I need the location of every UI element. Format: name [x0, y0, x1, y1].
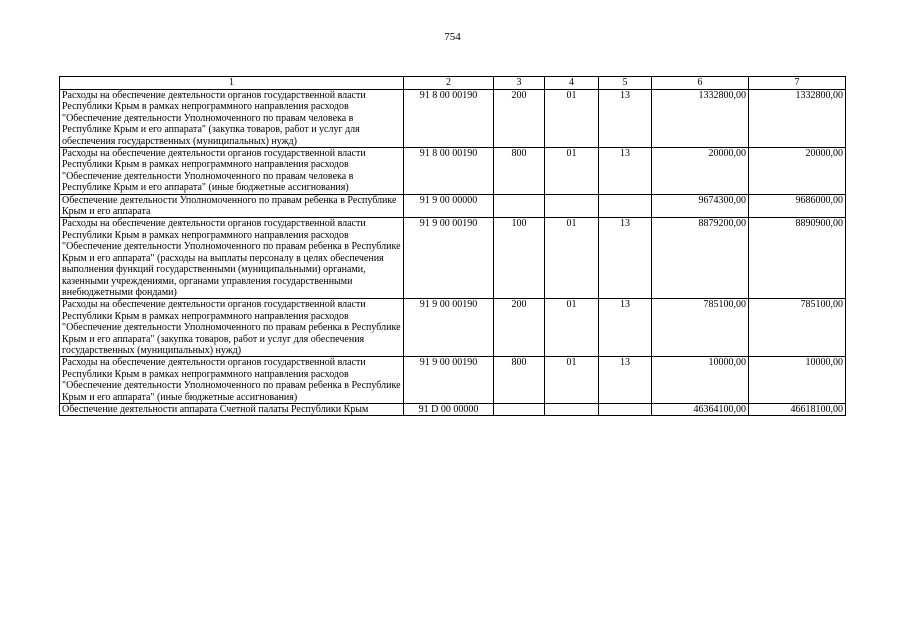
amount-col-7: 8890900,00 — [749, 218, 846, 299]
expense-name: Расходы на обеспечение деятельности органов государственной власти Республики Крым в рамках непрограммного направления расходов "Обеспечение деятельности Уполномоченного по правам ребенка в Республике Крым и его аппарата" (расходы на выплаты персоналу в целях обеспечения выполнения функций государственными (муниципальными) органами, казенными учреждениями, органами управления государственными внебюджетными фондами) — [60, 218, 404, 299]
amount-col-6: 20000,00 — [652, 148, 749, 195]
expense-name: Обеспечение деятельности аппарата Счетной палаты Республики Крым — [60, 403, 404, 415]
amount-col-7: 9686000,00 — [749, 194, 846, 218]
target-article-code: 91 9 00 00190 — [404, 357, 494, 404]
amount-col-7: 1332800,00 — [749, 90, 846, 148]
table-row — [60, 90, 846, 148]
section-code — [545, 194, 599, 218]
amount-col-6: 1332800,00 — [652, 90, 749, 148]
table-header-row — [60, 77, 846, 90]
target-article-code: 91 9 00 00190 — [404, 218, 494, 299]
target-article-code: 91 8 00 00190 — [404, 148, 494, 195]
amount-col-7: 20000,00 — [749, 148, 846, 195]
column-header: 5 — [599, 77, 652, 90]
expense-name: Расходы на обеспечение деятельности органов государственной власти Республики Крым в рамках непрограммного направления расходов "Обеспечение деятельности Уполномоченного по правам человека в Республике Крым и его аппарата" (закупка товаров, работ и услуг для обеспечения государственных (муниципальных) нужд) — [60, 90, 404, 148]
amount-col-6: 9674300,00 — [652, 194, 749, 218]
column-header: 4 — [545, 77, 599, 90]
expense-name: Обеспечение деятельности Уполномоченного по правам ребенка в Республике Крым и его аппарата — [60, 194, 404, 218]
section-code: 01 — [545, 218, 599, 299]
expense-name: Расходы на обеспечение деятельности органов государственной власти Республики Крым в рамках непрограммного направления расходов "Обеспечение деятельности Уполномоченного по правам человека в Республике Крым и его аппарата" (иные бюджетные ассигнования) — [60, 148, 404, 195]
amount-col-7: 785100,00 — [749, 299, 846, 357]
expense-type-code: 800 — [494, 357, 545, 404]
column-header: 1 — [60, 77, 404, 90]
table-row — [60, 299, 846, 357]
page-number: 754 — [444, 31, 461, 43]
amount-col-7: 46618100,00 — [749, 403, 846, 415]
expense-type-code — [494, 403, 545, 415]
table-row — [60, 403, 846, 415]
table-row — [60, 148, 846, 195]
subsection-code: 13 — [599, 218, 652, 299]
table-row — [60, 357, 846, 404]
section-code: 01 — [545, 148, 599, 195]
target-article-code: 91 9 00 00190 — [404, 299, 494, 357]
expense-name: Расходы на обеспечение деятельности органов государственной власти Республики Крым в рамках непрограммного направления расходов "Обеспечение деятельности Уполномоченного по правам ребенка в Республике Крым и его аппарата" (закупка товаров, работ и услуг для обеспечения государственных (муниципальных) нужд) — [60, 299, 404, 357]
column-header: 7 — [749, 77, 846, 90]
subsection-code: 13 — [599, 148, 652, 195]
expense-type-code — [494, 194, 545, 218]
amount-col-6: 785100,00 — [652, 299, 749, 357]
subsection-code: 13 — [599, 299, 652, 357]
amount-col-7: 10000,00 — [749, 357, 846, 404]
budget-table — [59, 76, 846, 416]
target-article-code: 91 8 00 00190 — [404, 90, 494, 148]
section-code: 01 — [545, 357, 599, 404]
section-code: 01 — [545, 90, 599, 148]
table-row — [60, 218, 846, 299]
column-header: 3 — [494, 77, 545, 90]
table-row — [60, 194, 846, 218]
target-article-code: 91 9 00 00000 — [404, 194, 494, 218]
column-header: 6 — [652, 77, 749, 90]
amount-col-6: 10000,00 — [652, 357, 749, 404]
subsection-code — [599, 194, 652, 218]
target-article-code: 91 D 00 00000 — [404, 403, 494, 415]
expense-type-code: 200 — [494, 299, 545, 357]
expense-name: Расходы на обеспечение деятельности органов государственной власти Республики Крым в рамках непрограммного направления расходов "Обеспечение деятельности Уполномоченного по правам ребенка в Республике Крым и его аппарата" (иные бюджетные ассигнования) — [60, 357, 404, 404]
subsection-code: 13 — [599, 90, 652, 148]
amount-col-6: 8879200,00 — [652, 218, 749, 299]
expense-type-code: 100 — [494, 218, 545, 299]
expense-type-code: 800 — [494, 148, 545, 195]
section-code: 01 — [545, 299, 599, 357]
subsection-code — [599, 403, 652, 415]
section-code — [545, 403, 599, 415]
subsection-code: 13 — [599, 357, 652, 404]
column-header: 2 — [404, 77, 494, 90]
expense-type-code: 200 — [494, 90, 545, 148]
amount-col-6: 46364100,00 — [652, 403, 749, 415]
